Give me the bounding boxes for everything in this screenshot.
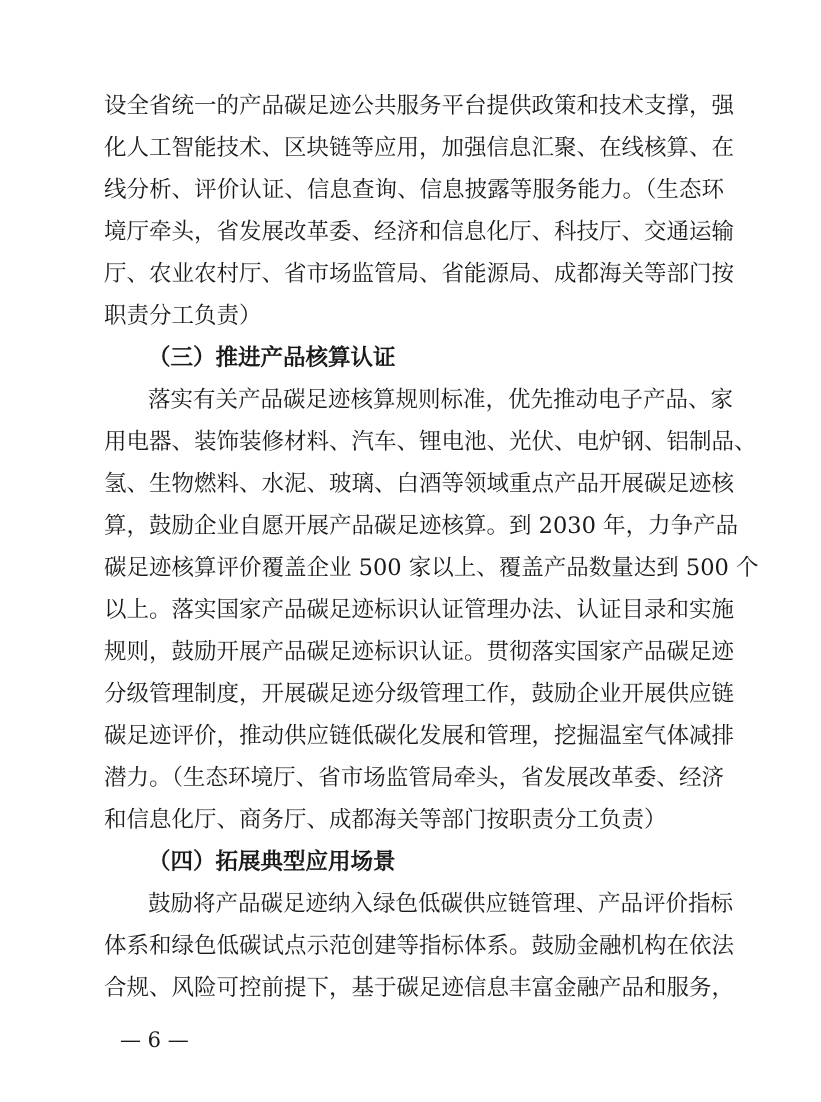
body-line-17: 潜力。（生态环境厅、省市场监管局牵头，省发展改革委、经济 xyxy=(104,765,724,791)
body-line-9: 用电器、装饰装修材料、汽车、锂电池、光伏、电炉钢、铝制品、 xyxy=(104,429,757,455)
body-line-22: 合规、风险可控前提下，基于碳足迹信息丰富金融产品和服务， xyxy=(104,975,735,1001)
body-line-4: 境厅牵头，省发展改革委、经济和信息化厅、科技厅、交通运输 xyxy=(104,219,735,245)
body-line-10: 氢、生物燃料、水泥、玻璃、白酒等领域重点产品开展碳足迹核 xyxy=(104,471,735,497)
body-line-13: 以上。落实国家产品碳足迹标识认证管理办法、认证目录和实施 xyxy=(104,597,735,623)
body-line-11: 算，鼓励企业自愿开展产品碳足迹核算。到 2030 年，力争产品 xyxy=(104,513,739,539)
body-line-1: 设全省统一的产品碳足迹公共服务平台提供政策和技术支撑，强 xyxy=(104,93,735,119)
body-line-2: 化人工智能技术、区块链等应用，加强信息汇聚、在线核算、在 xyxy=(104,135,735,161)
body-line-5: 厅、农业农村厅、省市场监管局、省能源局、成都海关等部门按 xyxy=(104,261,735,287)
section-heading-4: （四）拓展典型应用场景 xyxy=(148,849,396,875)
section-heading-3: （三）推进产品核算认证 xyxy=(148,345,396,371)
body-line-14: 规则，鼓励开展产品碳足迹标识认证。贯彻落实国家产品碳足迹 xyxy=(104,639,735,665)
page-number: — 6 — xyxy=(120,1028,189,1052)
body-line-18: 和信息化厅、商务厅、成都海关等部门按职责分工负责） xyxy=(104,807,667,833)
body-line-6: 职责分工负责） xyxy=(104,303,262,329)
body-line-3: 线分析、评价认证、信息查询、信息披露等服务能力。（生态环 xyxy=(104,177,724,203)
body-line-15: 分级管理制度，开展碳足迹分级管理工作，鼓励企业开展供应链 xyxy=(104,681,735,707)
body-line-16: 碳足迹评价，推动供应链低碳化发展和管理，挖掘温室气体减排 xyxy=(104,723,735,749)
body-line-20: 鼓励将产品碳足迹纳入绿色低碳供应链管理、产品评价指标 xyxy=(148,891,734,917)
body-line-8: 落实有关产品碳足迹核算规则标准，优先推动电子产品、家 xyxy=(148,387,734,413)
body-line-12: 碳足迹核算评价覆盖企业 500 家以上、覆盖产品数量达到 500 个 xyxy=(104,555,759,581)
body-line-21: 体系和绿色低碳试点示范创建等指标体系。鼓励金融机构在依法 xyxy=(104,933,735,959)
